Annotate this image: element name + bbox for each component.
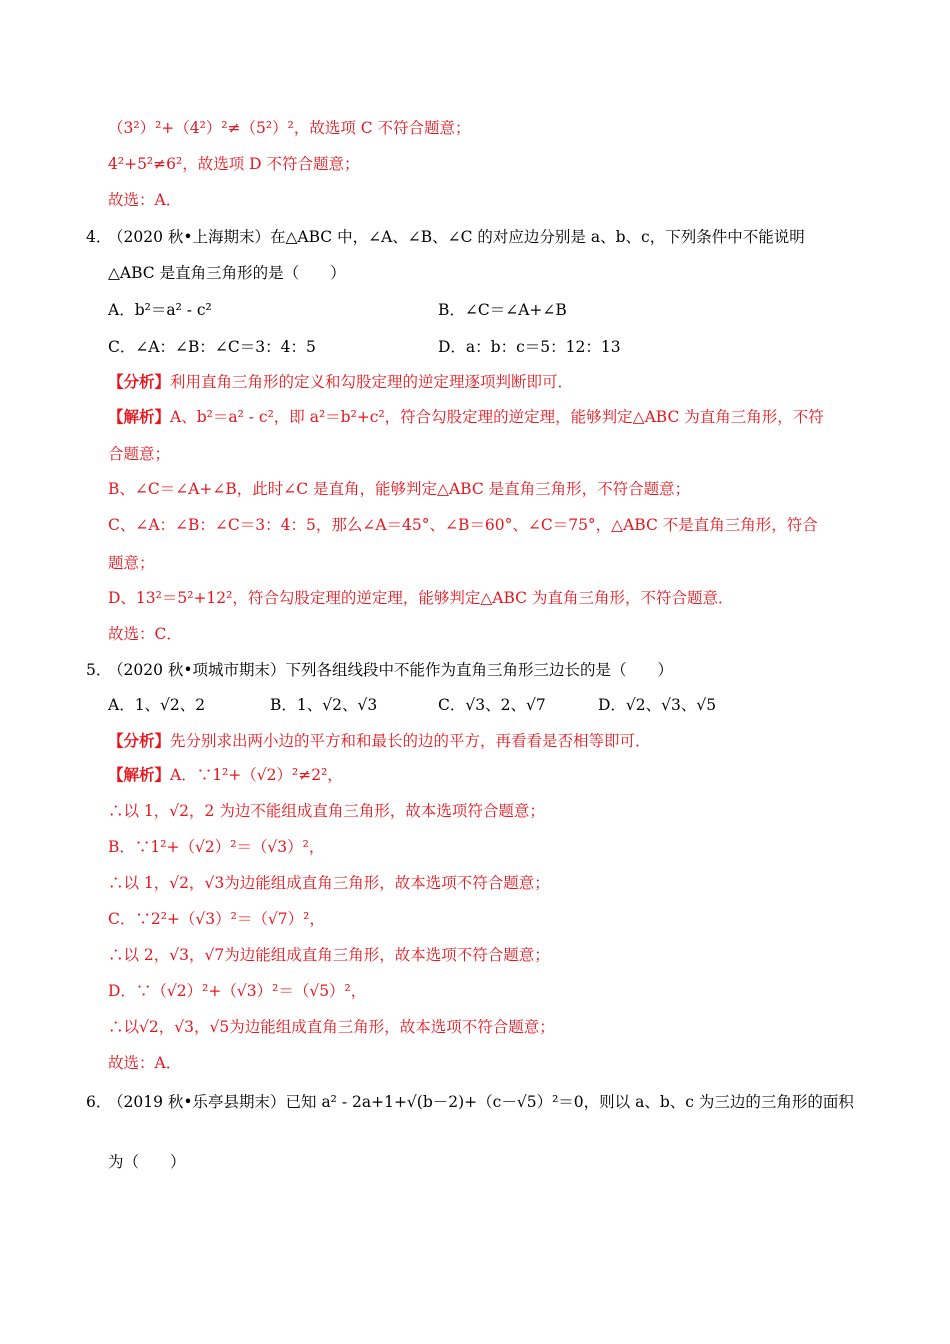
text-line: 4²+5²≠6²，故选项 D 不符合题意； [108, 155, 360, 173]
text-line: （3²）²+（4²）²≠（5²）²，故选项 C 不符合题意； [108, 119, 471, 137]
option-a: A．b²＝a² - c² [108, 301, 212, 319]
option-a: A．1、√2、2 [108, 696, 206, 714]
option-d: D．√2、√3、√5 [598, 696, 717, 714]
question-stem: 为（ ） [108, 1153, 186, 1171]
question-stem: （2020 秋•上海期末）在△ABC 中，∠A、∠B、∠C 的对应边分别是 a、b、c，下列条件中不能说明 [108, 228, 805, 246]
solution-line [108, 407, 824, 427]
solution-text: A．∵1²+（√2）²≠2²， [170, 766, 343, 784]
question-number: 4． [86, 228, 112, 246]
solution-line: ∴以 2，√3，√7为边能组成直角三角形，故本选项不符合题意； [108, 946, 550, 964]
option-c: C．∠A：∠B：∠C＝3：4：5 [108, 338, 316, 356]
analysis-text: 先分别求出两小边的平方和和最长的边的平方，再看看是否相等即可． [170, 732, 651, 750]
question-number: 6． [86, 1093, 112, 1111]
solution-line [108, 765, 343, 785]
solution-line: ∴以 1，√2，√3为边能组成直角三角形，故本选项不符合题意； [108, 874, 550, 892]
solution-line: C、∠A：∠B：∠C＝3：4：5，那么∠A＝45°、∠B＝60°、∠C＝75°，△ABC 不是直角三角形，符合 [108, 516, 818, 534]
question-stem: △ABC 是直角三角形的是（ ） [108, 264, 346, 282]
analysis-line [108, 731, 651, 751]
solution-line: ∴以 1，√2，2 为边不能组成直角三角形，故本选项符合题意； [108, 802, 545, 820]
answer-line: 故选：A． [108, 191, 182, 209]
option-c: C．√3、2、√7 [438, 696, 546, 714]
option-d: D．a：b：c＝5：12：13 [438, 338, 621, 356]
solution-line: 合题意； [108, 445, 171, 463]
option-b: B．1、√2、√3 [270, 696, 378, 714]
solution-tag: 【解析】 [108, 407, 171, 426]
question-stem: （2019 秋•乐亭县期末）已知 a² - 2a+1+√(b－2)+（c－√5）²＝0，则以 a、b、c 为三边的三角形的面积 [108, 1093, 854, 1111]
solution-text: A、b²＝a² - c²，即 a²＝b²+c²，符合勾股定理的逆定理，能够判定△ABC 为直角三角形，不符 [170, 408, 824, 426]
analysis-tag: 【分析】 [108, 731, 171, 750]
answer-line: 故选：A． [108, 1054, 182, 1072]
solution-line: D、13²＝5²+12²，符合勾股定理的逆定理，能够判定△ABC 为直角三角形，不符合题意． [108, 589, 734, 607]
analysis-tag: 【分析】 [108, 372, 171, 391]
solution-tag: 【解析】 [108, 765, 171, 784]
solution-line: C．∵2²+（√3）²＝（√7）²， [108, 910, 325, 928]
solution-line: D．∵（√2）²+（√3）²＝（√5）²， [108, 982, 367, 1000]
analysis-line [108, 372, 573, 392]
answer-line: 故选：C． [108, 625, 182, 643]
solution-line: B、∠C＝∠A+∠B，此时∠C 是直角，能够判定△ABC 是直角三角形，不符合题意； [108, 480, 691, 498]
question-number: 5． [86, 661, 112, 679]
question-stem: （2020 秋•项城市期末）下列各组线段中不能作为直角三角形三边长的是（ ） [108, 661, 674, 679]
solution-line: ∴以√2，√3，√5为边能组成直角三角形，故本选项不符合题意； [108, 1018, 555, 1036]
option-b: B．∠C＝∠A+∠B [438, 301, 567, 319]
solution-line: 题意； [108, 554, 155, 572]
solution-line: B．∵1²+（√2）²＝（√3）²， [108, 838, 325, 856]
analysis-text: 利用直角三角形的定义和勾股定理的逆定理逐项判断即可． [170, 373, 574, 391]
